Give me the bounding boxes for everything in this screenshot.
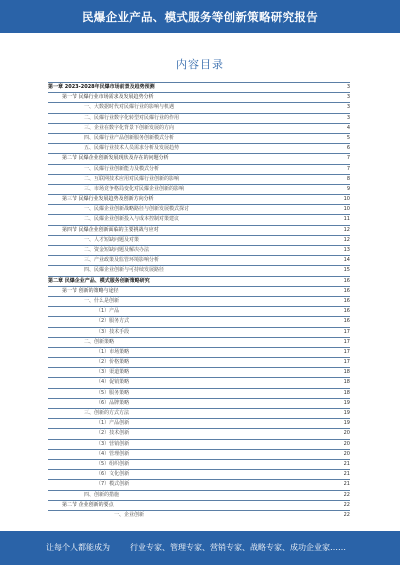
toc-page-number: 11 — [343, 216, 350, 223]
toc-page-number: 6 — [346, 145, 350, 152]
toc-entry-text: 一、企业创新 — [114, 511, 145, 518]
header-banner — [0, 0, 400, 33]
toc-entry-text: 四、创新的措施 — [84, 491, 120, 498]
toc-entry[interactable] — [48, 164, 350, 174]
toc-entry-text: 一、民爆行业创新能力及模式分析 — [84, 165, 160, 172]
toc-entry[interactable] — [48, 316, 350, 326]
toc-entry[interactable] — [48, 184, 350, 194]
toc-entry-text: 第三节 民爆行业发展趋势及创新方向分析 — [62, 196, 154, 203]
toc-entry-text: （5）组织创新 — [96, 460, 130, 467]
toc-entry-text: 三、产业政策及监管环境影响分析 — [84, 257, 160, 264]
toc-page-number: 9 — [346, 185, 350, 192]
toc-entry-text: （3）技术手段 — [96, 328, 130, 335]
toc-page-number: 20 — [343, 440, 350, 447]
toc-entry-text: （2）服务方式 — [96, 318, 130, 325]
toc-page-number: 7 — [346, 165, 350, 172]
toc-page-number: 7 — [346, 155, 350, 162]
toc-entry[interactable] — [48, 459, 350, 469]
toc-entry[interactable] — [48, 235, 350, 245]
toc-page-number: 19 — [343, 410, 350, 416]
toc-entry[interactable] — [48, 204, 350, 214]
toc-page-number: 18 — [343, 369, 350, 376]
toc-page-number: 16 — [343, 318, 350, 325]
toc-entry[interactable] — [48, 245, 350, 255]
toc-entry-text: 第一章 2023-2028年民爆市场前景及趋势预测 — [48, 84, 155, 90]
toc-page-number: 17 — [343, 338, 350, 345]
toc-entry[interactable] — [48, 479, 350, 489]
toc-page-number: 19 — [343, 420, 350, 427]
toc-entry[interactable] — [48, 418, 350, 428]
toc-entry[interactable] — [48, 265, 350, 275]
toc-entry-text: 第一节 民爆行业市场需求及发展趋势分析 — [62, 94, 154, 101]
toc-page-number: 16 — [343, 297, 350, 304]
toc-entry[interactable] — [48, 225, 350, 235]
toc-entry[interactable] — [48, 337, 350, 347]
toc-entry-text: （6）文化创新 — [96, 471, 130, 478]
toc-entry-text: （2）价格策略 — [96, 359, 130, 366]
toc-page-number: 4 — [346, 124, 350, 131]
footer-tagline: 行业专家、管理专家、营销专家、战略专家、成功企业家…… — [130, 543, 346, 552]
toc-page-number: 16 — [343, 287, 350, 294]
toc-page-number: 22 — [343, 511, 350, 518]
toc-entry[interactable] — [48, 428, 350, 438]
toc-page-number: 15 — [343, 267, 350, 274]
toc-page-number: 18 — [343, 389, 350, 396]
toc-entry[interactable] — [48, 510, 350, 520]
toc-entry[interactable] — [48, 174, 350, 184]
toc-entry-text: （4）管理创新 — [96, 450, 130, 457]
toc-entry-text: 第四节 民爆企业创新面临的主要挑战与应对 — [62, 226, 159, 233]
toc-page-number: 12 — [343, 236, 350, 243]
toc-entry[interactable] — [48, 490, 350, 500]
toc-entry-text: 三、市场竞争格局变化对民爆企业创新的影响 — [84, 185, 185, 192]
toc-entry-text: 五、民爆行业技术人员需求分析及发展趋势 — [84, 145, 180, 152]
toc-entry-text: 二、民爆行业数字化转型对民爆行业的作用 — [84, 114, 180, 121]
toc-entry-text: 第一节 创新的策略与途径 — [62, 287, 119, 294]
toc-page-number: 8 — [346, 175, 350, 182]
table-of-contents — [48, 82, 350, 520]
toc-entry-text: （4）促销策略 — [96, 379, 130, 386]
toc-entry-text: 一、大数据时代对民爆行业的影响与机遇 — [84, 104, 175, 111]
toc-page-number: 20 — [343, 430, 350, 437]
toc-page-number: 20 — [343, 450, 350, 457]
toc-page-number: 17 — [343, 348, 350, 355]
toc-entry[interactable] — [48, 500, 350, 510]
toc-page-number: 17 — [343, 328, 350, 335]
toc-page-number: 16 — [343, 277, 350, 284]
toc-page-number: 21 — [343, 481, 350, 488]
toc-entry[interactable] — [48, 449, 350, 459]
toc-entry[interactable] — [48, 327, 350, 337]
toc-entry-text: （1）产品创新 — [96, 420, 130, 427]
toc-page-number: 19 — [343, 399, 350, 406]
toc-entry-text: 三、企业在数字化背景下创新发展的方向 — [84, 124, 175, 131]
toc-entry[interactable] — [48, 102, 350, 112]
toc-entry-text: 四、民爆企业创新与可持续发展路径 — [84, 267, 165, 274]
toc-entry[interactable] — [48, 367, 350, 377]
toc-entry[interactable] — [48, 92, 350, 102]
toc-page-number: 5 — [346, 134, 350, 141]
toc-entry[interactable] — [48, 377, 350, 387]
toc-page-number: 18 — [343, 379, 350, 386]
toc-entry-text: 第二节 企业创新的要点 — [62, 501, 114, 508]
toc-entry[interactable] — [48, 347, 350, 357]
toc-page-number: 13 — [343, 247, 350, 253]
toc-entry-text: （7）模式创新 — [96, 481, 130, 488]
toc-entry[interactable] — [48, 133, 350, 143]
toc-entry-text: 四、民爆行业产品创新服务创新模式分析 — [84, 134, 175, 141]
toc-entry[interactable] — [48, 439, 350, 449]
toc-page-number: 22 — [343, 491, 350, 498]
toc-entry[interactable] — [48, 306, 350, 316]
toc-entry[interactable] — [48, 153, 350, 163]
toc-entry[interactable] — [48, 469, 350, 479]
toc-page-number: 17 — [343, 359, 350, 366]
report-title: 民爆企业产品、模式服务等创新策略研究报告 — [82, 10, 318, 24]
toc-page-number: 10 — [343, 196, 350, 203]
toc-entry-text: （5）服务策略 — [96, 389, 130, 396]
toc-entry-text: （3）渠道策略 — [96, 369, 130, 376]
toc-entry[interactable] — [48, 296, 350, 306]
toc-page-number: 3 — [346, 114, 350, 121]
toc-entry[interactable] — [48, 398, 350, 408]
toc-entry[interactable] — [48, 123, 350, 133]
toc-heading: 内容目录 — [176, 58, 224, 71]
toc-entry-text: （1）产品 — [96, 308, 120, 315]
toc-entry-text: 一、什么是创新 — [84, 297, 120, 304]
toc-entry-text: （6）品牌策略 — [96, 399, 130, 406]
toc-entry-text: 第二节 民爆企业创新发展现状及存在的问题分析 — [62, 155, 169, 162]
toc-page-number: 21 — [343, 460, 350, 467]
toc-entry[interactable] — [48, 113, 350, 123]
toc-entry-text: 一、民爆企业创新战略路径与创新发展模式探讨 — [84, 206, 190, 213]
toc-entry[interactable] — [48, 143, 350, 153]
toc-entry-text: （3）营销创新 — [96, 440, 130, 447]
footer-slogan: 让每个人都能成为 — [46, 543, 110, 552]
toc-entry-text: （1）市场策略 — [96, 348, 130, 355]
toc-entry[interactable] — [48, 82, 350, 92]
toc-entry[interactable] — [48, 276, 350, 286]
toc-entry[interactable] — [48, 214, 350, 224]
toc-page-number: 12 — [343, 226, 350, 233]
toc-entry-text: 二、互联网技术应用对民爆行业创新的影响 — [84, 175, 180, 182]
toc-entry[interactable] — [48, 286, 350, 296]
toc-entry-text: 二、资金短缺问题及解决办法 — [84, 247, 150, 253]
toc-page-number: 3 — [346, 94, 350, 101]
toc-entry[interactable] — [48, 194, 350, 204]
toc-entry[interactable] — [48, 357, 350, 367]
toc-entry-text: 二、创新策略 — [84, 338, 115, 345]
toc-entry[interactable] — [48, 255, 350, 265]
toc-page-number: 3 — [346, 104, 350, 111]
toc-page-number: 10 — [343, 206, 350, 213]
toc-page-number: 16 — [343, 308, 350, 315]
toc-entry-text: 第二章 民爆企业产品、模式服务创新策略研究 — [48, 277, 150, 284]
toc-entry-text: 二、民爆企业创新投入与成本控制对策建议 — [84, 216, 180, 223]
toc-entry-text: 三、创新的方式方法 — [84, 410, 130, 416]
toc-page-number: 21 — [343, 471, 350, 478]
toc-entry-text: （2）技术创新 — [96, 430, 130, 437]
toc-page-number: 22 — [343, 501, 350, 508]
toc-entry[interactable] — [48, 388, 350, 398]
toc-page-number: 14 — [343, 257, 350, 264]
toc-page-number: 3 — [346, 84, 350, 90]
toc-entry-text: 一、人才短缺问题及对策 — [84, 236, 140, 243]
footer-banner — [0, 531, 400, 565]
toc-entry[interactable] — [48, 408, 350, 418]
